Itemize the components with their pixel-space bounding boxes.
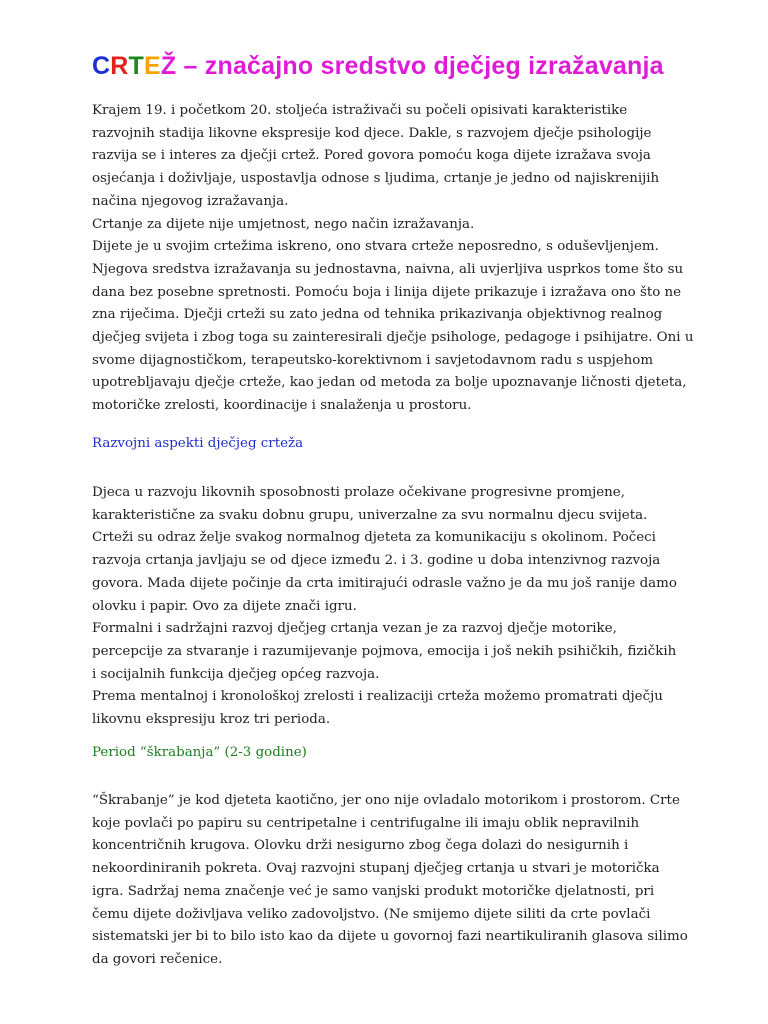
text-line: koje povlači po papiru su centripetalne i centrifugalne ili imaju oblik nepravilnih [92, 815, 640, 831]
text-line: upotrebljavaju dječje crteže, kao jedan od metoda za bolje upoznavanje ličnosti djeteta, [92, 375, 687, 391]
text-line: karakteristične za svaku dobnu grupu, univerzalne za svu normalnu djecu svijeta. [92, 507, 648, 523]
text-line: i socijalnih funkcija dječjeg općeg razvoja. [92, 666, 380, 682]
paragraph-development [92, 482, 692, 732]
text-line: dana bez posebne spretnosti. Pomoću boja i linija dijete prikazuje i izražava ono što ne [92, 284, 682, 300]
text-line: koncentričnih krugova. Olovku drži nesigurno zbog čega dolazi do nesigurnih i [92, 838, 629, 854]
title-letter: R [110, 52, 129, 80]
text-line: likovnu ekspresiju kroz tri perioda. [92, 712, 331, 728]
text-line: Krajem 19. i početkom 20. stoljeća istraživači su počeli opisivati karakteristike [92, 103, 628, 118]
text-line: zna riječima. Dječji crteži su zato jedna od tehnika prikazivanja objektivnog realnog [92, 307, 663, 323]
page-title [92, 52, 664, 81]
title-letter: C [92, 52, 111, 80]
text-line: Crteži su odraz želje svakog normalnog djeteta za komunikaciju s okolinom. Počeci [92, 530, 656, 546]
title-letter: E [144, 52, 161, 80]
text-line: da govori rečenice. [92, 951, 223, 967]
paragraph-intro [92, 100, 692, 418]
text-line: Prema mentalnoj i kronološkoj zrelosti i realizaciji crteža možemo promatrati dječju [92, 689, 663, 705]
text-line: motoričke zrelosti, koordinacije i snalaženja u prostoru. [92, 398, 472, 414]
text-line: percepcije za stvaranje i razumijevanje pojmova, emocija i još nekih psihičkih, fizičkih [92, 643, 677, 659]
text-line: dječjeg svijeta i zbog toga su zainteresirali dječje psihologe, pedagoge i psihijatre. Oni u [92, 330, 694, 346]
title-subtitle: značajno sredstvo dječjeg izražavanja [204, 52, 664, 80]
section-heading-scribbling-period: Period “škrabanja” (2-3 godine) [92, 745, 307, 760]
title-dash: – [176, 52, 205, 80]
text-line: čemu dijete doživljava veliko zadovoljstvo. (Ne smijemo dijete siliti da crte povlači [92, 906, 651, 922]
text-line: govora. Mada dijete počinje da crta imitirajući odrasle važno je da mu još ranije damo [92, 575, 677, 591]
text-line: svome dijagnostičkom, terapeutsko-korektivnom i savjetodavnom radu s uspjehom [92, 352, 654, 368]
section-heading-developmental-aspects: Razvojni aspekti dječjeg crteža [92, 436, 304, 451]
title-letter: Ž [160, 52, 177, 80]
text-line: razvoja crtanja javljaju se od djece između 2. i 3. godine u doba intenzivnog razvoja [92, 553, 661, 569]
text-line: osjećanja i doživljaje, uspostavlja odnose s ljudima, crtanje je jedno od najiskrenijih [92, 171, 660, 187]
text-line: “Škrabanje” je kod djeteta kaotično, jer ono nije ovladalo motorikom i prostorom. Crte [92, 793, 680, 808]
paragraph-scribbling [92, 790, 692, 972]
text-line: olovku i papir. Ovo za dijete znači igru. [92, 598, 357, 614]
text-line: Djeca u razvoju likovnih sposobnosti prolaze očekivane progresivne promjene, [92, 485, 625, 500]
text-line: Formalni i sadržajni razvoj dječjeg crtanja vezan je za razvoj dječje motorike, [92, 621, 617, 637]
text-line: Dijete je u svojim crtežima iskreno, ono stvara crteže neposredno, s oduševljenjem. [92, 239, 659, 255]
title-letter: T [128, 52, 145, 80]
text-line: Crtanje za dijete nije umjetnost, nego način izražavanja. [92, 216, 475, 232]
text-line: nekoordiniranih pokreta. Ovaj razvojni stupanj dječjeg crtanja u stvari je motorička [92, 861, 660, 877]
text-line: razvojnih stadija likovne ekspresije kod djece. Dakle, s razvojem dječje psihologije [92, 125, 652, 141]
text-line: razvija se i interes za dječji crtež. Pored govora pomoću koga dijete izražava svoja [92, 148, 651, 164]
text-line: načina njegovog izražavanja. [92, 193, 289, 209]
text-line: sistematski jer bi to bilo isto kao da dijete u govornoj fazi neartikuliranih glasova silimo [92, 929, 688, 945]
text-line: igra. Sadržaj nema značenje već je samo vanjski produkt motoričke djelatnosti, pri [92, 883, 655, 899]
text-line: Njegova sredstva izražavanja su jednostavna, naivna, ali uvjerljiva usprkos tome što su [92, 261, 684, 277]
title-crtez [92, 52, 176, 80]
